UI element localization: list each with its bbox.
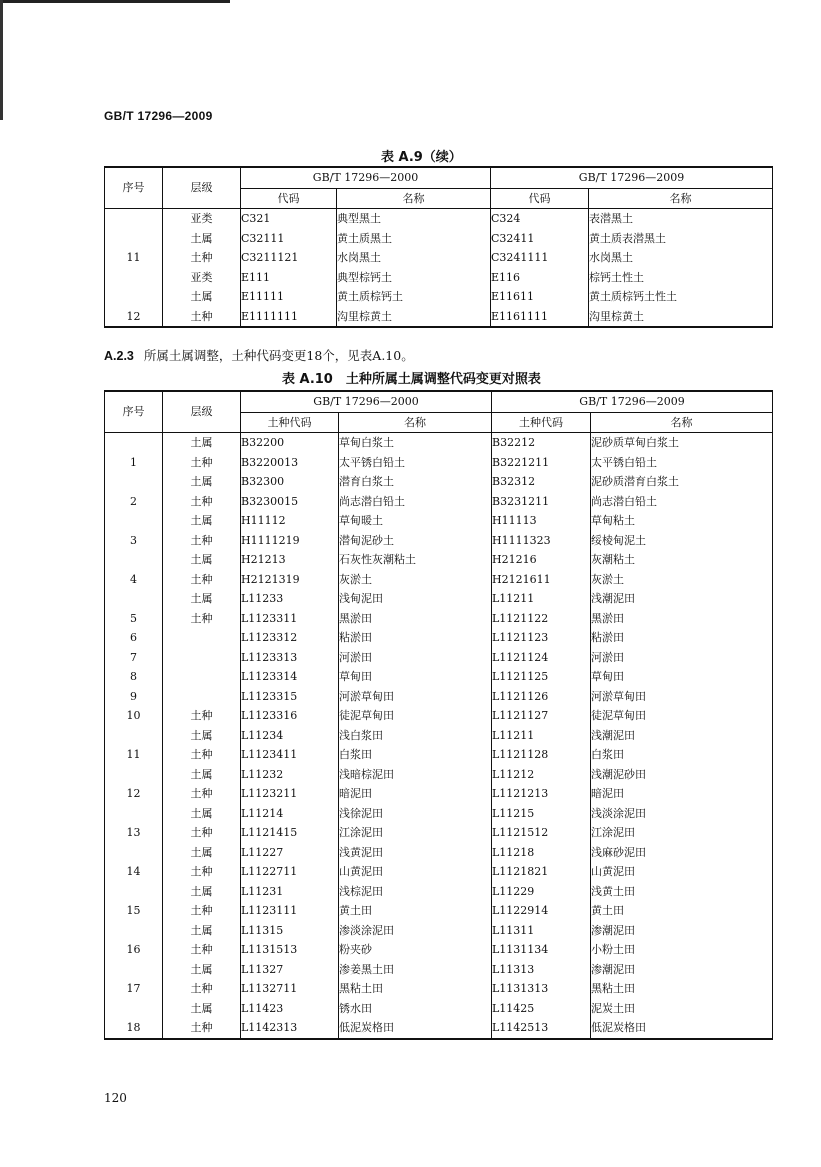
row-old-code: L11233 [241, 589, 339, 609]
row-new-code: L1121128 [492, 745, 591, 765]
row-old-code: L1121415 [241, 823, 339, 843]
row-old-code: L1123316 [241, 706, 339, 726]
row-old-name: 黑粘土田 [339, 979, 492, 999]
col-header-new-standard: GB/T 17296—2009 [492, 391, 773, 412]
row-new-name: 河淤草甸田 [591, 687, 773, 707]
row-new-code: B3231211 [492, 492, 591, 512]
row-old-name: 山黄泥田 [339, 862, 492, 882]
row-new-code: L11211 [492, 726, 591, 746]
row-old-name: 黄土质黑土 [337, 229, 491, 249]
row-number: 16 [105, 940, 163, 960]
table-row [105, 589, 773, 609]
row-new-code: E116 [491, 268, 589, 288]
row-level: 土属 [163, 229, 241, 249]
row-old-name: 黑淤田 [339, 609, 492, 629]
row-level: 土属 [163, 287, 241, 307]
row-level: 土种 [163, 979, 241, 999]
row-new-code: L11211 [492, 589, 591, 609]
row-new-name: 浅麻砂泥田 [591, 843, 773, 863]
row-level: 土种 [163, 248, 241, 268]
row-new-code: L1121123 [492, 628, 591, 648]
row-new-name: 低泥炭格田 [591, 1018, 773, 1039]
row-number: 8 [105, 667, 163, 687]
row-old-name: 石灰性灰潮粘土 [339, 550, 492, 570]
row-new-code: L1121127 [492, 706, 591, 726]
standard-header: GB/T 17296—2009 [104, 109, 213, 123]
row-old-code: L11327 [241, 960, 339, 980]
row-level: 土种 [163, 1018, 241, 1039]
row-level: 土属 [163, 726, 241, 746]
row-level: 土属 [163, 511, 241, 531]
row-new-name: 渗潮泥田 [591, 921, 773, 941]
row-level: 土种 [163, 609, 241, 629]
row-new-name: 浅黄土田 [591, 882, 773, 902]
row-level [163, 687, 241, 707]
table-a9-body [105, 209, 773, 328]
table-row [105, 453, 773, 473]
table-row [105, 648, 773, 668]
row-old-name: 潜育白浆土 [339, 472, 492, 492]
scan-edge-line [0, 0, 230, 3]
row-old-code: B3230015 [241, 492, 339, 512]
row-level: 土种 [163, 862, 241, 882]
row-new-code: H11113 [492, 511, 591, 531]
row-old-code: H2121319 [241, 570, 339, 590]
row-old-code: L11214 [241, 804, 339, 824]
row-new-code: C324 [491, 209, 589, 229]
row-old-code: L1123111 [241, 901, 339, 921]
row-old-code: L11231 [241, 882, 339, 902]
table-row [105, 268, 773, 288]
row-old-name: 浅白浆田 [339, 726, 492, 746]
row-old-code: L1131513 [241, 940, 339, 960]
row-number: 18 [105, 1018, 163, 1039]
row-number: 11 [105, 745, 163, 765]
row-old-name: 潜甸泥砂土 [339, 531, 492, 551]
row-new-name: 泥炭土田 [591, 999, 773, 1019]
table-row [105, 248, 773, 268]
row-level: 土种 [163, 531, 241, 551]
col-header-new-code: 土种代码 [492, 412, 591, 433]
row-number: 9 [105, 687, 163, 707]
row-old-name: 尚志潜白铅土 [339, 492, 492, 512]
table-row [105, 667, 773, 687]
row-number [105, 921, 163, 941]
row-old-code: L1123313 [241, 648, 339, 668]
row-new-code: L1121124 [492, 648, 591, 668]
table-row [105, 570, 773, 590]
row-number [105, 511, 163, 531]
row-old-name: 黄土质棕钙土 [337, 287, 491, 307]
row-new-name: 棕钙土性土 [589, 268, 773, 288]
row-new-name: 黄土田 [591, 901, 773, 921]
row-new-name: 江涂泥田 [591, 823, 773, 843]
row-old-code: H21213 [241, 550, 339, 570]
row-number: 7 [105, 648, 163, 668]
row-old-code: L1123314 [241, 667, 339, 687]
row-new-code: B32212 [492, 433, 591, 453]
table-row [105, 921, 773, 941]
row-new-code: E11611 [491, 287, 589, 307]
row-number: 14 [105, 862, 163, 882]
row-new-name: 灰潮粘土 [591, 550, 773, 570]
table-a10-caption: 表 A.10 土种所属土属调整代码变更对照表 [282, 372, 541, 387]
table-row [105, 901, 773, 921]
row-new-code: L1121126 [492, 687, 591, 707]
table-row [105, 609, 773, 629]
row-old-name: 渗姜黑土田 [339, 960, 492, 980]
row-new-name: 暗泥田 [591, 784, 773, 804]
section-number: A.2.3 [104, 349, 134, 363]
col-header-new-standard: GB/T 17296—2009 [491, 167, 773, 188]
col-header-old-standard: GB/T 17296—2000 [241, 167, 491, 188]
row-level: 土属 [163, 882, 241, 902]
row-new-code: L1122914 [492, 901, 591, 921]
row-new-code: L1121821 [492, 862, 591, 882]
row-new-name: 灰淤土 [591, 570, 773, 590]
section-paragraph [104, 346, 414, 364]
table-row [105, 706, 773, 726]
col-header-new-name: 名称 [589, 188, 773, 209]
row-new-name: 泥砂质潜育白浆土 [591, 472, 773, 492]
table-a10-body [105, 433, 773, 1039]
row-level: 土属 [163, 765, 241, 785]
row-number: 15 [105, 901, 163, 921]
row-old-name: 草甸田 [339, 667, 492, 687]
table-row [105, 784, 773, 804]
row-old-code: L1122711 [241, 862, 339, 882]
row-old-code: L1123312 [241, 628, 339, 648]
table-a9 [104, 166, 773, 328]
row-new-code: L11218 [492, 843, 591, 863]
table-row [105, 550, 773, 570]
row-old-name: 草甸白浆土 [339, 433, 492, 453]
row-old-code: B32200 [241, 433, 339, 453]
row-old-code: L1142313 [241, 1018, 339, 1039]
row-new-code: L1121122 [492, 609, 591, 629]
row-level: 亚类 [163, 209, 241, 229]
row-old-code: L1132711 [241, 979, 339, 999]
table-row [105, 307, 773, 328]
row-level: 土种 [163, 706, 241, 726]
table-row [105, 765, 773, 785]
row-level: 土种 [163, 784, 241, 804]
row-old-name: 徒泥草甸田 [339, 706, 492, 726]
row-old-name: 典型黑土 [337, 209, 491, 229]
row-old-name: 水岗黑土 [337, 248, 491, 268]
row-number [105, 209, 163, 229]
row-old-code: E111 [241, 268, 337, 288]
row-old-name: 典型棕钙土 [337, 268, 491, 288]
col-header-old-code: 土种代码 [241, 412, 339, 433]
row-old-code: L1123411 [241, 745, 339, 765]
row-number [105, 433, 163, 453]
row-old-code: L11315 [241, 921, 339, 941]
table-row [105, 209, 773, 229]
row-new-code: H1111323 [492, 531, 591, 551]
row-old-name: 粘淤田 [339, 628, 492, 648]
row-new-name: 小粉土田 [591, 940, 773, 960]
row-old-name: 太平锈白铅土 [339, 453, 492, 473]
row-number: 17 [105, 979, 163, 999]
row-old-name: 浅暗棕泥田 [339, 765, 492, 785]
row-level: 土种 [163, 823, 241, 843]
col-header-old-standard: GB/T 17296—2000 [241, 391, 492, 412]
table-row [105, 882, 773, 902]
row-number: 1 [105, 453, 163, 473]
col-header-level: 层级 [163, 167, 241, 209]
row-old-name: 河淤田 [339, 648, 492, 668]
row-new-name: 河淤田 [591, 648, 773, 668]
col-header-no: 序号 [105, 391, 163, 433]
row-level [163, 648, 241, 668]
table-row [105, 531, 773, 551]
row-new-code: H21216 [492, 550, 591, 570]
col-header-new-name: 名称 [591, 412, 773, 433]
row-new-code: L1121125 [492, 667, 591, 687]
row-old-code: C32111 [241, 229, 337, 249]
table-row [105, 287, 773, 307]
col-header-no: 序号 [105, 167, 163, 209]
row-old-name: 浅甸泥田 [339, 589, 492, 609]
row-number: 11 [105, 248, 163, 268]
row-level [163, 628, 241, 648]
row-number: 4 [105, 570, 163, 590]
row-new-name: 草甸粘土 [591, 511, 773, 531]
row-level: 土属 [163, 921, 241, 941]
table-row [105, 229, 773, 249]
row-level: 土种 [163, 492, 241, 512]
row-new-name: 泥砂质草甸白浆土 [591, 433, 773, 453]
row-new-name: 绥棱甸泥土 [591, 531, 773, 551]
row-new-code: C3241111 [491, 248, 589, 268]
row-old-name: 渗淡涂泥田 [339, 921, 492, 941]
row-new-code: E1161111 [491, 307, 589, 328]
row-old-name: 浅黄泥田 [339, 843, 492, 863]
row-number [105, 726, 163, 746]
row-new-name: 山黄泥田 [591, 862, 773, 882]
row-old-code: L11232 [241, 765, 339, 785]
row-new-name: 渗潮泥田 [591, 960, 773, 980]
row-new-code: L11313 [492, 960, 591, 980]
row-new-code: L1131134 [492, 940, 591, 960]
row-new-code: L11215 [492, 804, 591, 824]
row-level: 土种 [163, 453, 241, 473]
row-new-name: 粘淤田 [591, 628, 773, 648]
row-new-name: 太平锈白铅土 [591, 453, 773, 473]
row-number: 12 [105, 784, 163, 804]
table-row [105, 940, 773, 960]
row-number [105, 999, 163, 1019]
row-level: 土种 [163, 307, 241, 328]
row-number: 12 [105, 307, 163, 328]
row-new-name: 浅潮泥砂田 [591, 765, 773, 785]
row-new-name: 浅潮泥田 [591, 726, 773, 746]
row-level: 土属 [163, 433, 241, 453]
row-old-name: 浅棕泥田 [339, 882, 492, 902]
row-level: 土属 [163, 589, 241, 609]
row-number [105, 804, 163, 824]
row-old-code: B32300 [241, 472, 339, 492]
row-new-name: 白浆田 [591, 745, 773, 765]
row-old-code: L1123211 [241, 784, 339, 804]
row-old-name: 暗泥田 [339, 784, 492, 804]
col-header-new-code: 代码 [491, 188, 589, 209]
row-old-code: B3220013 [241, 453, 339, 473]
row-number: 13 [105, 823, 163, 843]
row-new-name: 黄土质棕钙土性土 [589, 287, 773, 307]
row-old-code: L1123315 [241, 687, 339, 707]
row-new-name: 黄土质表潜黑土 [589, 229, 773, 249]
row-old-name: 黄土田 [339, 901, 492, 921]
table-row [105, 472, 773, 492]
table-row [105, 726, 773, 746]
row-level: 土种 [163, 745, 241, 765]
row-level [163, 667, 241, 687]
row-number [105, 589, 163, 609]
table-a9-caption: 表 A.9（续） [381, 150, 462, 165]
row-old-code: E1111111 [241, 307, 337, 328]
row-number: 10 [105, 706, 163, 726]
row-new-name: 徒泥草甸田 [591, 706, 773, 726]
row-new-code: B32312 [492, 472, 591, 492]
row-old-name: 低泥炭格田 [339, 1018, 492, 1039]
table-row [105, 628, 773, 648]
row-old-name: 粉夹砂 [339, 940, 492, 960]
row-number [105, 287, 163, 307]
col-header-level: 层级 [163, 391, 241, 433]
row-old-code: L1123311 [241, 609, 339, 629]
row-number [105, 268, 163, 288]
row-new-code: L1142513 [492, 1018, 591, 1039]
table-row [105, 511, 773, 531]
section-text: 所属土属调整，土种代码变更18个，见表A.10。 [143, 348, 414, 363]
col-header-old-name: 名称 [337, 188, 491, 209]
table-row [105, 1018, 773, 1039]
row-old-code: C3211121 [241, 248, 337, 268]
row-new-name: 黑粘土田 [591, 979, 773, 999]
row-new-code: L11425 [492, 999, 591, 1019]
table-row [105, 862, 773, 882]
row-old-name: 沟里棕黄土 [337, 307, 491, 328]
table-row [105, 804, 773, 824]
row-old-name: 河淤草甸田 [339, 687, 492, 707]
row-old-code: C321 [241, 209, 337, 229]
row-old-code: L11234 [241, 726, 339, 746]
table-row [105, 492, 773, 512]
row-number [105, 765, 163, 785]
row-level: 土属 [163, 843, 241, 863]
table-row [105, 979, 773, 999]
row-old-code: H1111219 [241, 531, 339, 551]
row-new-name: 尚志潜白铅土 [591, 492, 773, 512]
table-row [105, 745, 773, 765]
row-new-code: L1121512 [492, 823, 591, 843]
row-number: 2 [105, 492, 163, 512]
row-level: 土属 [163, 550, 241, 570]
table-a10 [104, 390, 773, 1040]
row-number [105, 229, 163, 249]
row-old-name: 浅徐泥田 [339, 804, 492, 824]
row-number: 6 [105, 628, 163, 648]
row-new-code: L11229 [492, 882, 591, 902]
row-level: 土属 [163, 472, 241, 492]
col-header-old-name: 名称 [339, 412, 492, 433]
row-number [105, 550, 163, 570]
row-old-name: 锈水田 [339, 999, 492, 1019]
row-level: 土种 [163, 570, 241, 590]
row-new-code: L1121213 [492, 784, 591, 804]
table-row [105, 687, 773, 707]
row-number [105, 472, 163, 492]
col-header-old-code: 代码 [241, 188, 337, 209]
row-old-name: 白浆田 [339, 745, 492, 765]
row-number [105, 960, 163, 980]
scan-edge-vline [0, 0, 3, 120]
row-new-name: 水岗黑土 [589, 248, 773, 268]
row-new-name: 表潜黑土 [589, 209, 773, 229]
row-old-code: L11423 [241, 999, 339, 1019]
row-level: 土种 [163, 940, 241, 960]
row-old-code: L11227 [241, 843, 339, 863]
row-number [105, 843, 163, 863]
row-level: 土属 [163, 960, 241, 980]
row-new-code: L11311 [492, 921, 591, 941]
row-old-name: 灰淤土 [339, 570, 492, 590]
row-level: 土属 [163, 804, 241, 824]
table-row [105, 960, 773, 980]
row-new-name: 浅潮泥田 [591, 589, 773, 609]
row-new-code: B3221211 [492, 453, 591, 473]
table-row [105, 823, 773, 843]
row-new-name: 草甸田 [591, 667, 773, 687]
row-new-name: 黑淤田 [591, 609, 773, 629]
row-old-name: 江涂泥田 [339, 823, 492, 843]
row-old-code: E11111 [241, 287, 337, 307]
row-number [105, 882, 163, 902]
row-number: 3 [105, 531, 163, 551]
row-number: 5 [105, 609, 163, 629]
row-new-code: H2121611 [492, 570, 591, 590]
row-new-code: C32411 [491, 229, 589, 249]
row-level: 土种 [163, 901, 241, 921]
row-level: 土属 [163, 999, 241, 1019]
table-row [105, 433, 773, 453]
row-new-code: L1131313 [492, 979, 591, 999]
row-old-code: H11112 [241, 511, 339, 531]
row-new-code: L11212 [492, 765, 591, 785]
row-old-name: 草甸暖土 [339, 511, 492, 531]
row-new-name: 沟里棕黄土 [589, 307, 773, 328]
page-number: 120 [104, 1091, 127, 1105]
row-level: 亚类 [163, 268, 241, 288]
row-new-name: 浅淡涂泥田 [591, 804, 773, 824]
table-row [105, 843, 773, 863]
table-row [105, 999, 773, 1019]
